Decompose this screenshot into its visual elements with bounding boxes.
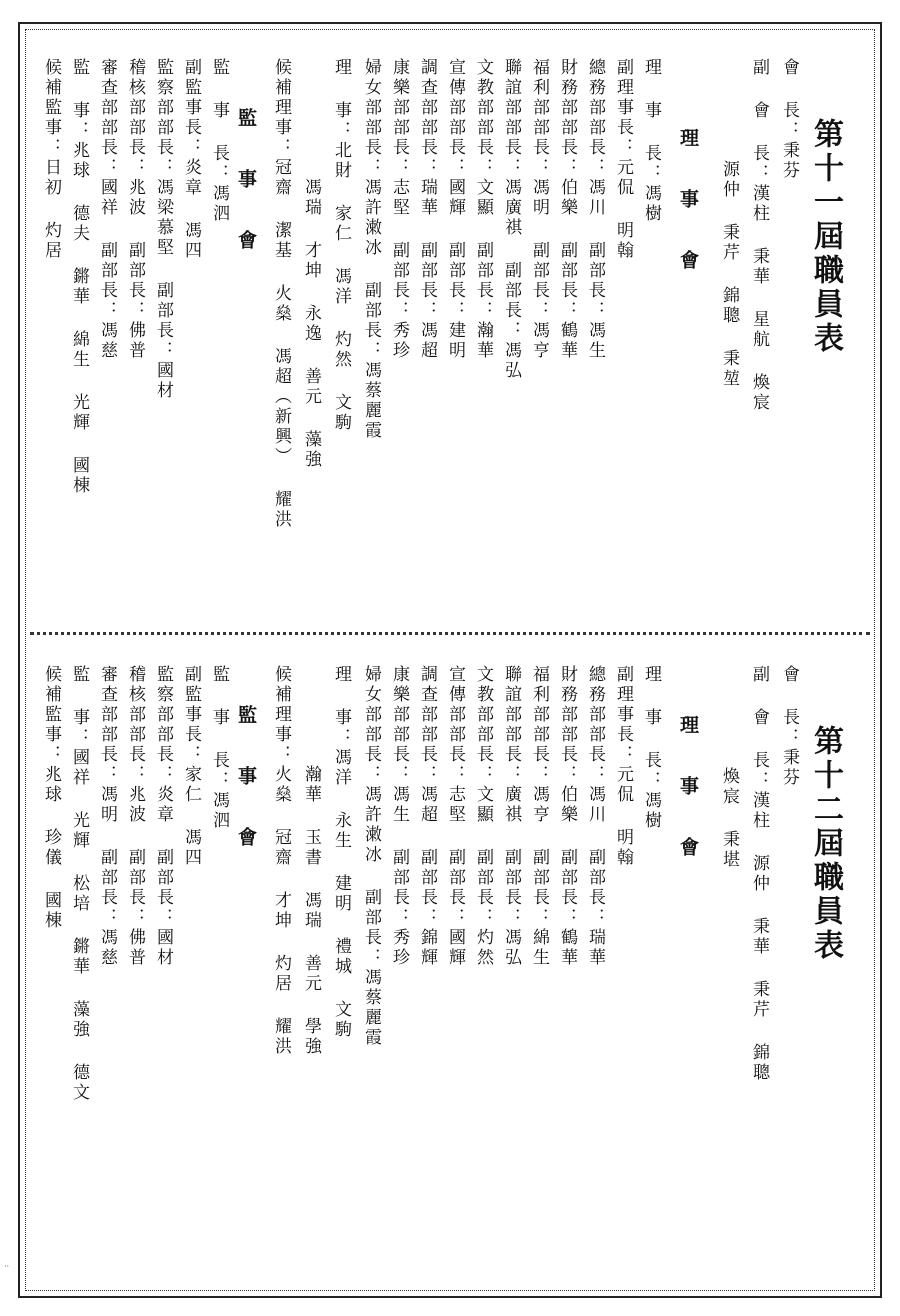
supervisory-row: 稽核部部長：兆波 副部長：佛普	[125, 58, 145, 361]
supervisory-row: 候補監事：兆球 珍儀 國棟	[41, 665, 61, 931]
board-row: 理 事 長：馮樹	[641, 665, 661, 831]
board-row: 聯誼部部長：馮廣祺 副部長：馮弘	[501, 58, 521, 381]
term-11-roster	[40, 48, 860, 618]
officer-line: 源仲 秉芹 錦聰 秉堃	[719, 160, 739, 389]
board-row: 福利部部長：馮明 副部長：馮亨	[529, 58, 549, 361]
officer-line: 副 會 長：漢柱 秉華 星航 煥宸	[749, 58, 769, 413]
board-row: 理 事 長：馮樹	[641, 58, 661, 224]
board-row: 康樂部部長：馮生 副部長：秀珍	[389, 665, 409, 968]
supervisory-row: 稽核部部長：兆波 副部長：佛普	[125, 665, 145, 968]
board-row: 總務部部長：馮川 副部長：瑞華	[585, 665, 605, 968]
supervisory-row: 監 事：國祥 光輝 松培 鏘華 藻強 德文	[69, 665, 89, 1103]
supervisory-row: 監 事 長：馮泗	[209, 665, 229, 831]
board-row: 副理事長：元侃 明翰	[613, 665, 633, 868]
supervisory-heading: 監 事 會	[235, 705, 257, 856]
board-row: 調查部部長：馮超 副部長：錦輝	[417, 665, 437, 968]
board-row: 馮瑞 才坤 永逸 善元 藻強	[301, 178, 321, 470]
board-row: 候補理事：火燊 冠齋 才坤 灼居 耀洪	[271, 665, 291, 1057]
board-row: 宣傳部部長：國輝 副部長：建明	[445, 58, 465, 361]
term-12-title: 第十二屆職員表	[808, 725, 843, 963]
board-row: 財務部部長：伯樂 副部長：鶴華	[557, 665, 577, 968]
supervisory-row: 監察部部長：馮梁慕堅 副部長：國材	[153, 58, 173, 401]
board-row: 婦女部部長：馮許潄冰 副部長：馮蔡麗霞	[361, 58, 381, 441]
supervisory-row: 審查部部長：馮明 副部長：馮慈	[97, 665, 117, 968]
officer-line: 會 長：秉芬	[779, 665, 799, 788]
supervisory-row: 審查部部長：國祥 副部長：馮慈	[97, 58, 117, 361]
supervisory-row: 監察部部長：炎章 副部長：國材	[153, 665, 173, 968]
board-row: 福利部部長：馮亨 副部長：綿生	[529, 665, 549, 968]
board-row: 文教部部長：文顯 副部長：瀚華	[473, 58, 493, 361]
officer-line: 煥宸 秉堪	[719, 767, 739, 870]
supervisory-row: 候補監事：日初 灼居	[41, 58, 61, 261]
term-12-roster	[40, 655, 860, 1275]
board-row: 康樂部部長：志堅 副部長：秀珍	[389, 58, 409, 361]
board-row: 宣傳部部長：志堅 副部長：國輝	[445, 665, 465, 968]
board-row: 婦女部部長：馮許潄冰 副部長：馮蔡麗霞	[361, 665, 381, 1048]
officer-line: 會 長：秉芬	[779, 58, 799, 181]
board-row: 聯誼部部長：廣祺 副部長：馮弘	[501, 665, 521, 968]
board-row: 副理事長：元侃 明翰	[613, 58, 633, 261]
board-heading: 理 事 會	[677, 128, 699, 279]
board-row: 瀚華 玉書 馮瑞 善元 學強	[301, 765, 321, 1057]
supervisory-row: 監 事：兆球 德夫 鏘華 綿生 光輝 國棟	[69, 58, 89, 496]
board-row: 財務部部長：伯樂 副部長：鶴華	[557, 58, 577, 361]
officer-line: 副 會 長：漢柱 源仲 秉華 秉芹 錦聰	[749, 665, 769, 1083]
supervisory-heading: 監 事 會	[235, 108, 257, 259]
decorative-divider	[30, 632, 870, 635]
board-row: 文教部部長：文顯 副部長：灼然	[473, 665, 493, 968]
board-row: 理 事：馮洋 永生 建明 禮城 文駒	[331, 665, 351, 1040]
supervisory-row: 監 事 長：馮泗	[209, 58, 229, 224]
board-row: 理 事：北財 家仁 馮洋 灼然 文駒	[331, 58, 351, 433]
board-row: 候補理事：冠齋 潔基 火燊 馮超（新興） 耀洪	[271, 58, 291, 530]
supervisory-row: 副監事長：家仁 馮四	[181, 665, 201, 868]
supervisory-row: 副監事長：炎章 馮四	[181, 58, 201, 261]
board-heading: 理 事 會	[677, 715, 699, 866]
board-row: 總務部部長：馮川 副部長：馮生	[585, 58, 605, 361]
board-row: 調查部部長：瑞華 副部長：馮超	[417, 58, 437, 361]
term-11-title: 第十一屆職員表	[808, 118, 843, 356]
scan-speck: ··	[4, 1262, 10, 1271]
